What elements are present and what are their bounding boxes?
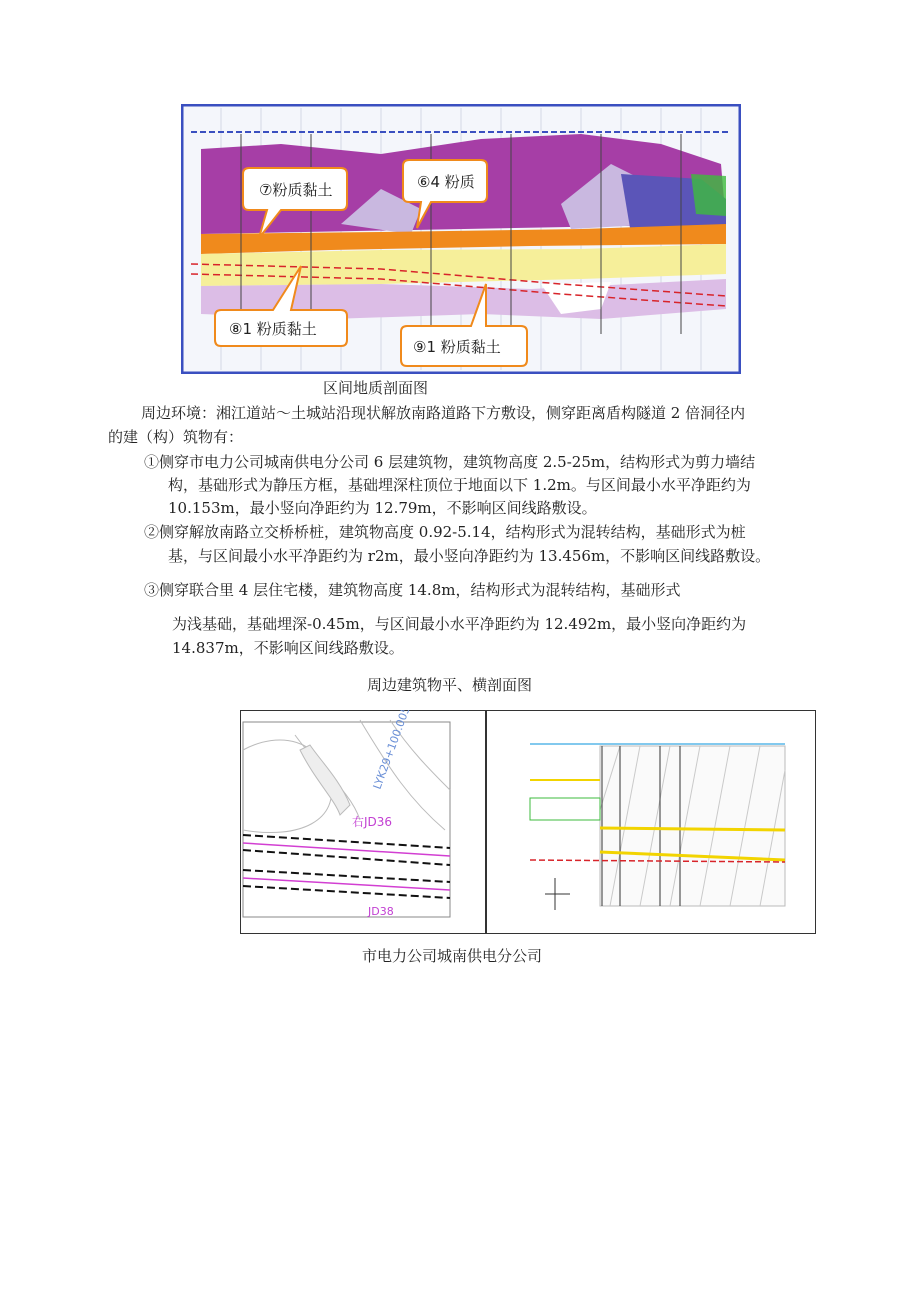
item1-line-3: 10.153m，最小竖向净距约为 12.79m，不影响区间线路敷设。 [168, 499, 597, 517]
callout-label-6-4: ⑥4 粉质 [417, 173, 475, 191]
plan-label-chainage: LYK29+100.005 [370, 710, 413, 792]
intro-line-1: 周边环境：湘江道站～土城站沿现状解放南路道路下方敷设，侧穿距离盾构隧道 2 倍洞径内 [141, 404, 746, 422]
item2-line-1: ②侧穿解放南路立交桥桥桩，建筑物高度 0.92-5.14，结构形式为混转结构，基础形式为桩 [144, 523, 746, 541]
plan-label-jd38: JD38 [368, 905, 394, 918]
callout-label-8-1: ⑧1 粉质黏土 [229, 320, 317, 338]
callout-label-9-1: ⑨1 粉质黏土 [413, 338, 501, 356]
item1-line-2: 构，基础形式为静压方框，基础埋深柱顶位于地面以下 1.2m。与区间最小水平净距约为 [168, 476, 751, 494]
item1-line-1: ①侧穿市电力公司城南供电分公司 6 层建筑物，建筑物高度 2.5-25m，结构形式为剪力墙结 [144, 453, 756, 471]
figure2-caption: 市电力公司城南供电分公司 [362, 947, 543, 965]
plan-view [243, 710, 450, 918]
item3-line-1: ③侧穿联合里 4 层住宅楼，建筑物高度 14.8m，结构形式为混转结构，基础形式 [144, 581, 681, 599]
item3-line-3: 14.837m，不影响区间线路敷设。 [172, 639, 404, 657]
callout-label-7: ⑦粉质黏土 [259, 181, 333, 199]
figure1-caption: 区间地质剖面图 [323, 379, 429, 397]
geological-profile-figure [181, 104, 741, 374]
intro-line-2: 的建（构）筑物有： [108, 428, 244, 446]
item3-line-2: 为浅基础，基础埋深-0.45m，与区间最小水平净距约为 12.492m，最小竖向净距约为 [172, 615, 747, 633]
figure2-title: 周边建筑物平、横剖面图 [367, 676, 533, 694]
item2-line-2: 基，与区间最小水平净距约为 r2m，最小竖向净距约为 13.456m，不影响区间线路敷设。 [168, 547, 771, 565]
plan-label-jd36: 右JD36 [352, 815, 393, 829]
building-plan-section-figure [240, 710, 816, 934]
